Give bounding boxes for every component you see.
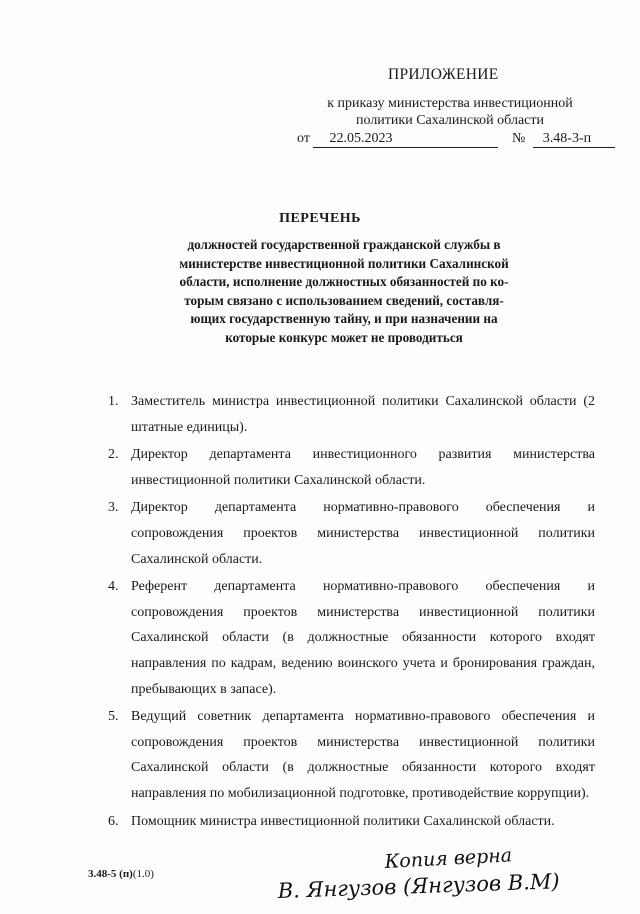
signature-name: В. Янгузов (Янгузов В.М): [277, 869, 560, 903]
item-text: Директор департамента инвестиционного развития министерства инвестиционной политики Сахалинской области.: [131, 447, 595, 488]
item-number: 2.: [108, 447, 119, 463]
item-text: Референт департамента нормативно-правового обеспечения и сопровождения проектов министерства инвестиционной политики Сахалинской области (в должностные обязанности которого входят направления по кадрам, ведению воинского учета и бронирования граждан, пребывающих в запасе).: [131, 579, 595, 697]
item-text: Ведущий советник департамента нормативно-правового обеспечения и сопровождения проектов министерства инвестиционной политики Сахалинской области (в должностные обязанности которого входят направления по мобилизационной подготовке, противодействие коррупции).: [131, 709, 595, 801]
form-code: [88, 868, 154, 880]
item-text: Помощник министра инвестиционной политики Сахалинской области.: [131, 813, 555, 829]
list-item: [108, 442, 595, 493]
item-number: 5.: [108, 709, 119, 725]
subtitle-line: министерстве инвестиционной политики Сахалинской: [179, 255, 509, 271]
number-prefix: №: [511, 131, 526, 146]
subtitle-line: которые конкурс может не проводиться: [225, 329, 463, 345]
list-item: [108, 495, 595, 572]
order-reference-line: к приказу министерства инвестиционной: [327, 96, 573, 111]
subtitle-line: области, исполнение должностных обязанностей по ко-: [179, 274, 509, 289]
order-number: 3.48-3-п: [533, 131, 615, 148]
subtitle-line: должностей государственной гражданской службы в: [187, 237, 501, 252]
document-title: ПЕРЕЧЕНЬ: [279, 211, 361, 226]
item-number: 3.: [108, 500, 119, 516]
date-prefix: от: [297, 131, 310, 146]
document-subtitle: [140, 236, 548, 347]
positions-list: [108, 389, 595, 836]
item-number: 1.: [108, 394, 119, 409]
list-item: [108, 809, 595, 835]
form-code-version: (1.0): [132, 868, 154, 880]
item-text: Заместитель министра инвестиционной политики Сахалинской области (2 штатные единицы).: [131, 394, 595, 435]
item-number: 6.: [108, 813, 119, 829]
order-reference: [300, 95, 600, 129]
item-text: Директор департамента нормативно-правового обеспечения и сопровождения проектов министерства инвестиционной политики Сахалинской области.: [131, 500, 595, 567]
list-item: [108, 389, 595, 440]
list-item: [108, 704, 595, 806]
order-reference-line: политики Сахалинской области: [356, 113, 544, 128]
order-date: 22.05.2023: [313, 131, 498, 148]
list-item: [108, 574, 595, 702]
certification-note: Копия верна: [384, 844, 513, 873]
subtitle-line: торым связано с использованием сведений, составля-: [184, 292, 504, 308]
item-number: 4.: [108, 579, 119, 595]
order-date-number: [297, 131, 615, 148]
subtitle-line: ющих государственную тайну, и при назначении на: [190, 311, 498, 326]
appendix-title: ПРИЛОЖЕНИЕ: [388, 66, 499, 83]
form-code-id: 3.48-5 (п): [88, 868, 133, 880]
handwritten-certification: [270, 840, 640, 914]
